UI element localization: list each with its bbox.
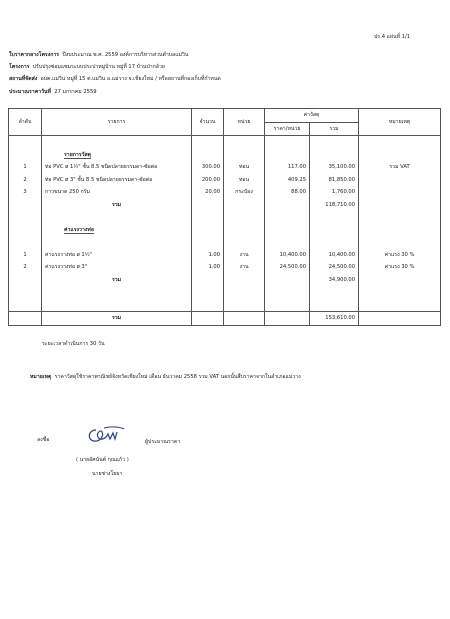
cell-no — [9, 312, 42, 326]
cell-unit — [224, 312, 265, 326]
cell-total — [310, 224, 359, 237]
cell-no — [9, 199, 42, 212]
cell-qty — [192, 199, 224, 212]
cell-remark — [359, 312, 441, 326]
cell-no: 1 — [9, 249, 42, 262]
table-row — [9, 299, 441, 312]
header-line-4 — [9, 88, 97, 96]
cell-remark — [359, 274, 441, 287]
cell-item: ท่อ PVC ø 3" ชั้น 8.5 ชนิดปลายธรรมดา-ซ้อต่อ — [42, 174, 192, 187]
col-unit-price: ราคา/หน่วย — [265, 122, 310, 136]
col-unit: หน่วย — [224, 109, 265, 136]
cell-total: 1,760.00 — [310, 186, 359, 199]
table-row — [9, 136, 441, 149]
cell-total — [310, 236, 359, 249]
page-number: ปร.4 แผ่นที่ 1/1 — [374, 34, 411, 40]
table-row — [9, 286, 441, 299]
cell-remark: ค่าแรง 30 % — [359, 261, 441, 274]
header-line-1-text: ปีงบประมาณ พ.ศ. 2559 องค์การบริหารส่วนตำบลแม่วิน — [62, 52, 189, 58]
cell-unit — [224, 236, 265, 249]
signature-stroke-icon — [84, 424, 128, 446]
cell-item: กาวขนาด 250 กรัม — [42, 186, 192, 199]
section-heading-materials — [42, 149, 192, 162]
cell-no: 2 — [9, 261, 42, 274]
cell-item — [42, 299, 192, 312]
header-line-3-text: อบต.แม่วิน หมู่ที่ 15 ต.แม่วิน อ.แม่วาง จ.เชียงใหม่ / หรือสถานที่กองเก็บที่กำหนด — [40, 76, 221, 82]
cell-item: ค่าแรงวางท่อ ø 1½" — [42, 249, 192, 262]
table-row — [9, 161, 441, 174]
cell-price: 409.25 — [265, 174, 310, 187]
cell-total — [310, 211, 359, 224]
cell-remark — [359, 286, 441, 299]
cell-price: 24,500.00 — [265, 261, 310, 274]
cell-qty: 20.00 — [192, 186, 224, 199]
cell-no — [9, 224, 42, 237]
cell-item: ท่อ PVC ø 1½" ชั้น 8.5 ชนิดปลายธรรมดา-ซ้อต่อ — [42, 161, 192, 174]
subtotal-value: 118,710.00 — [310, 199, 359, 212]
cell-item — [42, 211, 192, 224]
cell-unit: ท่อน — [224, 174, 265, 187]
header-line-2-label: โครงการ — [9, 64, 30, 70]
cell-price: 10,400.00 — [265, 249, 310, 262]
cell-remark — [359, 149, 441, 162]
cell-qty: 300.00 — [192, 161, 224, 174]
duration: ระยะเวลาดำเนินการ 30 วัน — [42, 341, 105, 347]
subtotal-label: รวม — [42, 274, 192, 287]
header-line-2-text: ปรับปรุงซ่อมแซมระบบประปาหมู่บ้าน หมู่ที่ 17 บ้านป่ากล้วย — [32, 64, 165, 70]
cell-qty — [192, 236, 224, 249]
cell-price: 88.00 — [265, 186, 310, 199]
cell-unit — [224, 199, 265, 212]
cell-total — [310, 299, 359, 312]
grand-total-value: 153,610.00 — [310, 312, 359, 326]
section-heading-label: ค่าแรงวางท่อ — [64, 226, 94, 233]
table-row — [9, 174, 441, 187]
table-row — [9, 224, 441, 237]
section-heading-labor — [42, 224, 192, 237]
cell-total: 10,400.00 — [310, 249, 359, 262]
cell-total — [310, 136, 359, 149]
cell-total: 35,100.00 — [310, 161, 359, 174]
note-text: ราคาวัสดุใช้ราคาพาณิชย์จังหวัดเชียงใหม่ เดือน ธันวาคม 2558 รวม VAT นอกนั้นสืบราคาจากในอำเภอแม่วาง — [54, 374, 301, 380]
cell-total — [310, 286, 359, 299]
cell-price — [265, 274, 310, 287]
cell-remark — [359, 299, 441, 312]
table-row — [9, 211, 441, 224]
cell-unit: งาน — [224, 249, 265, 262]
cell-qty — [192, 136, 224, 149]
cell-qty — [192, 224, 224, 237]
grand-total-label: รวม — [42, 312, 192, 326]
cell-item — [42, 136, 192, 149]
signer-name: ( นายอัศนันต์ กุณแก้ว ) — [76, 457, 129, 463]
table-row — [9, 149, 441, 162]
sign-label: ลงชื่อ — [37, 437, 50, 443]
header-line-3 — [9, 75, 221, 83]
col-sum: รวม — [310, 122, 359, 136]
cell-remark: รวม VAT — [359, 161, 441, 174]
cell-qty — [192, 274, 224, 287]
col-remark: หมายเหตุ — [359, 109, 441, 136]
cell-price — [265, 136, 310, 149]
subtotal-value: 34,900.00 — [310, 274, 359, 287]
signature-role: ผู้ประมาณราคา — [145, 439, 181, 445]
cell-price — [265, 211, 310, 224]
cell-total — [310, 149, 359, 162]
note — [30, 373, 301, 381]
grand-total-row — [9, 312, 441, 326]
cell-unit: งาน — [224, 261, 265, 274]
table-row — [9, 274, 441, 287]
cell-qty: 1.00 — [192, 249, 224, 262]
header-line-3-label: สถานที่จัดส่ง — [9, 76, 38, 82]
table-row — [9, 261, 441, 274]
cell-unit — [224, 274, 265, 287]
cell-no — [9, 149, 42, 162]
cell-no: 3 — [9, 186, 42, 199]
cell-unit: กระป๋อง — [224, 186, 265, 199]
cell-price — [265, 236, 310, 249]
cell-qty — [192, 286, 224, 299]
cell-qty: 200.00 — [192, 174, 224, 187]
cell-price — [265, 312, 310, 326]
cell-remark — [359, 211, 441, 224]
cell-item — [42, 236, 192, 249]
cell-qty — [192, 299, 224, 312]
table-row — [9, 199, 441, 212]
table-row — [9, 249, 441, 262]
cell-remark — [359, 224, 441, 237]
cell-price — [265, 199, 310, 212]
header-line-1-label: ใบราคากลางโครงการ — [9, 52, 60, 58]
table-body — [9, 136, 441, 326]
section-heading-label: รายการวัสดุ — [64, 151, 92, 158]
cell-no — [9, 211, 42, 224]
header-line-4-text: 27 มกราคม 2559 — [54, 89, 97, 95]
table-row — [9, 236, 441, 249]
col-qty: จำนวน — [192, 109, 224, 136]
header-line-1 — [9, 51, 188, 59]
subtotal-label: รวม — [42, 199, 192, 212]
cell-unit — [224, 224, 265, 237]
cell-unit — [224, 149, 265, 162]
cell-unit — [224, 299, 265, 312]
note-label: หมายเหตุ — [30, 374, 52, 380]
cost-table — [8, 108, 441, 326]
header-line-2 — [9, 63, 165, 71]
cell-total: 81,850.00 — [310, 174, 359, 187]
cell-total: 24,500.00 — [310, 261, 359, 274]
cell-no — [9, 236, 42, 249]
col-no: ลำดับ — [9, 109, 42, 136]
cell-qty: 1.00 — [192, 261, 224, 274]
cell-remark: ค่าแรง 30 % — [359, 249, 441, 262]
cell-remark — [359, 136, 441, 149]
cell-remark — [359, 174, 441, 187]
header-line-4-label: ประมาณราคาวันที่ — [9, 89, 51, 95]
cell-no: 2 — [9, 174, 42, 187]
cell-remark — [359, 236, 441, 249]
cell-remark — [359, 199, 441, 212]
col-item: รายการ — [42, 109, 192, 136]
cell-price — [265, 224, 310, 237]
cell-qty — [192, 149, 224, 162]
handwritten-signature — [84, 424, 128, 446]
cell-unit — [224, 136, 265, 149]
cell-unit: ท่อน — [224, 161, 265, 174]
cell-unit — [224, 286, 265, 299]
cell-price — [265, 299, 310, 312]
cell-item — [42, 286, 192, 299]
cell-price — [265, 286, 310, 299]
cell-no — [9, 299, 42, 312]
table-row — [9, 186, 441, 199]
cell-qty — [192, 312, 224, 326]
cell-no — [9, 274, 42, 287]
cell-no: 1 — [9, 161, 42, 174]
cell-price — [265, 149, 310, 162]
cell-unit — [224, 211, 265, 224]
cell-remark — [359, 186, 441, 199]
cell-no — [9, 136, 42, 149]
col-cost: ค่าวัสดุ — [265, 109, 359, 123]
cell-qty — [192, 211, 224, 224]
signer-position: นายช่างโยธา — [92, 471, 123, 477]
cell-no — [9, 286, 42, 299]
cell-price: 117.00 — [265, 161, 310, 174]
cell-item: ค่าแรงวางท่อ ø 3" — [42, 261, 192, 274]
